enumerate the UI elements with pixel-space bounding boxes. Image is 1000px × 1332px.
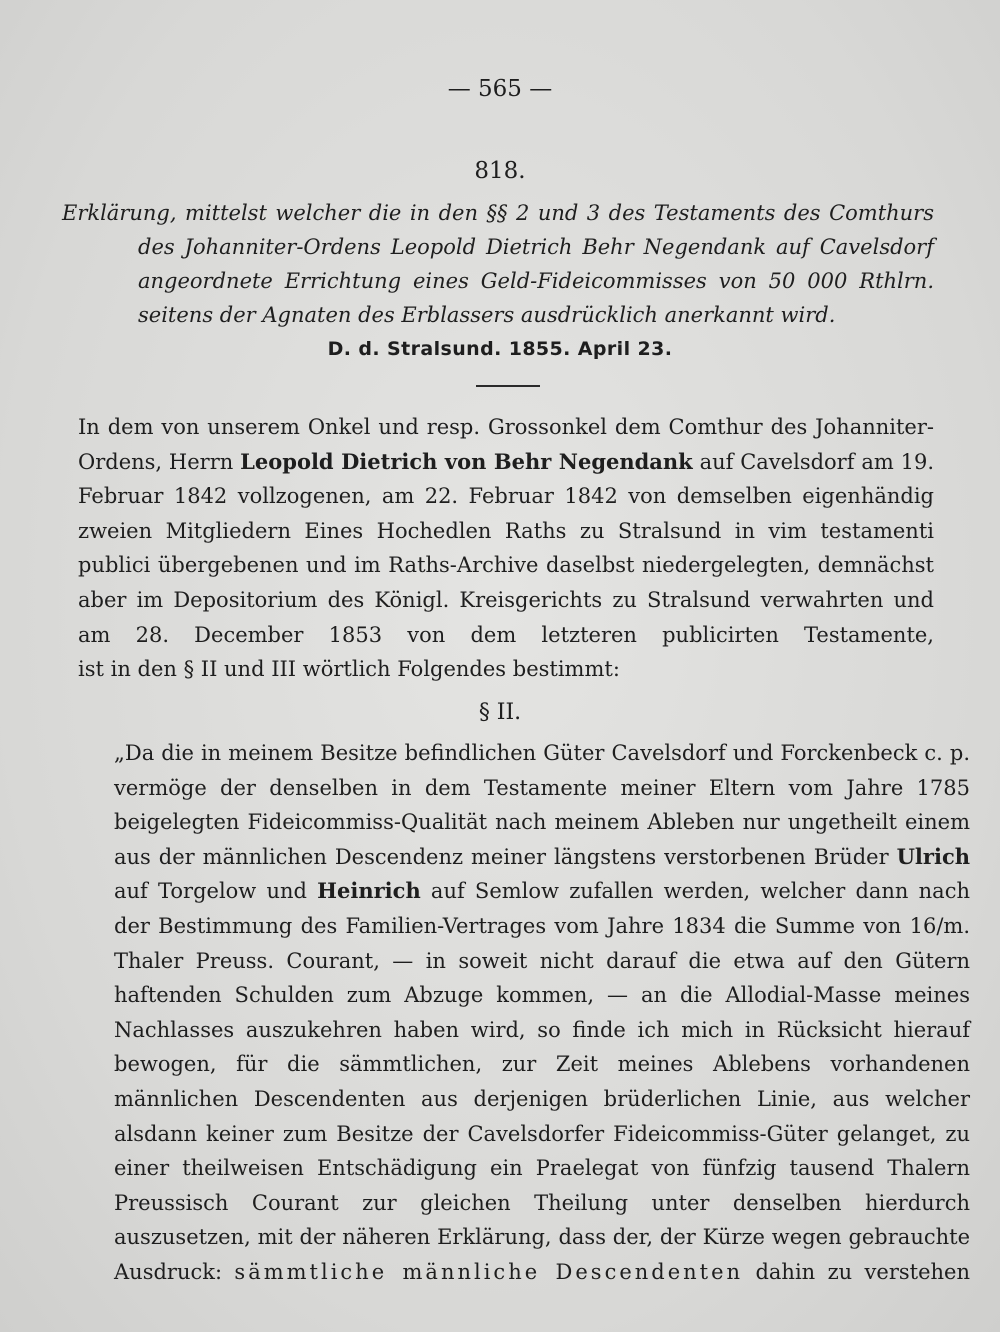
- heading-continuation: des Johanniter-Ordens Leopold Dietrich Behr Negendank auf Cavelsdorf angeordnete Errichtung eines Geld-Fideicommisses von 50 000 Rthlrn. seitens der Agnaten des Erblassers ausdrücklich anerkannt wird.: [138, 235, 934, 327]
- intro-text-1: In dem von unserem Onkel und resp. Grossonkel dem Comthur des Johanniter-Ordens, Herrn: [78, 415, 934, 474]
- section-title: § II.: [478, 700, 522, 725]
- brother-name-ulrich: Ulrich: [896, 843, 970, 869]
- spaced-term: sämmtliche männliche Descendenten: [234, 1259, 744, 1284]
- quote-text-2: auf Torgelow und: [114, 879, 318, 904]
- intro-paragraph: [78, 410, 934, 687]
- quote-paragraph: [78, 736, 970, 1290]
- dateline: D. d. Stralsund. 1855. April 23.: [327, 338, 673, 360]
- page-number: — 565 —: [447, 76, 553, 102]
- testator-name: Leopold Dietrich von Behr Negendank: [240, 448, 693, 474]
- quote-text-3: auf Semlow zufallen werden, welcher dann nach der Bestimmung des Familien-Vertrages vom Jahre 1834 die Summe von 16/m. Thaler Preuss. Courant, — in soweit nicht darauf die etwa auf den Gütern haftenden Schulden zum Abzuge kommen, — an die Allodial-Masse meines Nachlasses auszukehren haben wird, so finde ich mich in Rücksicht hierauf bewogen, für die sämmtlichen, zur Zeit meines Ablebens vorhandenen männlichen Descendenten aus derjenigen brüderlichen Linie, aus welcher alsdann keiner zum Besitze der Cavelsdorfer Fideicommiss-Güter gelanget, zu einer theilweisen Entschädigung ein Praelegat von fünfzig tausend Thalern Preussisch Courant zur gleichen Theilung unter denselben hierdurch auszusetzen, mit der näheren Erklärung, dass der, der Kürze wegen gebrauchte Ausdruck:: [114, 879, 970, 1284]
- quote-text-1: „Da die in meinem Besitze befindlichen Güter Cavelsdorf und Forckenbeck c. p. vermöge der denselben in dem Testamente meiner Eltern vom Jahre 1785 beigelegten Fideicommiss-Qualität nach meinem Ableben nur ungetheilt einem aus der männlichen Descendenz meiner längstens verstorbenen Brüder: [114, 741, 970, 869]
- separator-rule: [476, 385, 540, 387]
- document-number: 818.: [474, 158, 526, 184]
- quote-text-4: dahin zu verstehen: [743, 1259, 970, 1284]
- intro-text-2: auf Cavelsdorf am 19. Februar 1842 vollzogenen, am 22. Februar 1842 von demselben eigenhändig zweien Mitgliedern Eines Hochedlen Raths zu Stralsund in vim testamenti publici übergebenen und im Raths-Archive daselbst niedergelegten, demnächst aber im Depositorium des Königl. Kreisgerichts zu Stralsund verwahrten und am 28. December 1853 von dem letzteren publicirten Testamente,: [78, 449, 934, 647]
- brother-name-heinrich: Heinrich: [317, 878, 421, 904]
- document-heading: [62, 196, 934, 332]
- intro-last-line: ist in den § II und III wörtlich Folgendes bestimmt:: [78, 657, 620, 682]
- heading-first-line: Erklärung, mittelst welcher die in den §§ 2 und 3 des Testaments des Comthurs: [62, 201, 934, 225]
